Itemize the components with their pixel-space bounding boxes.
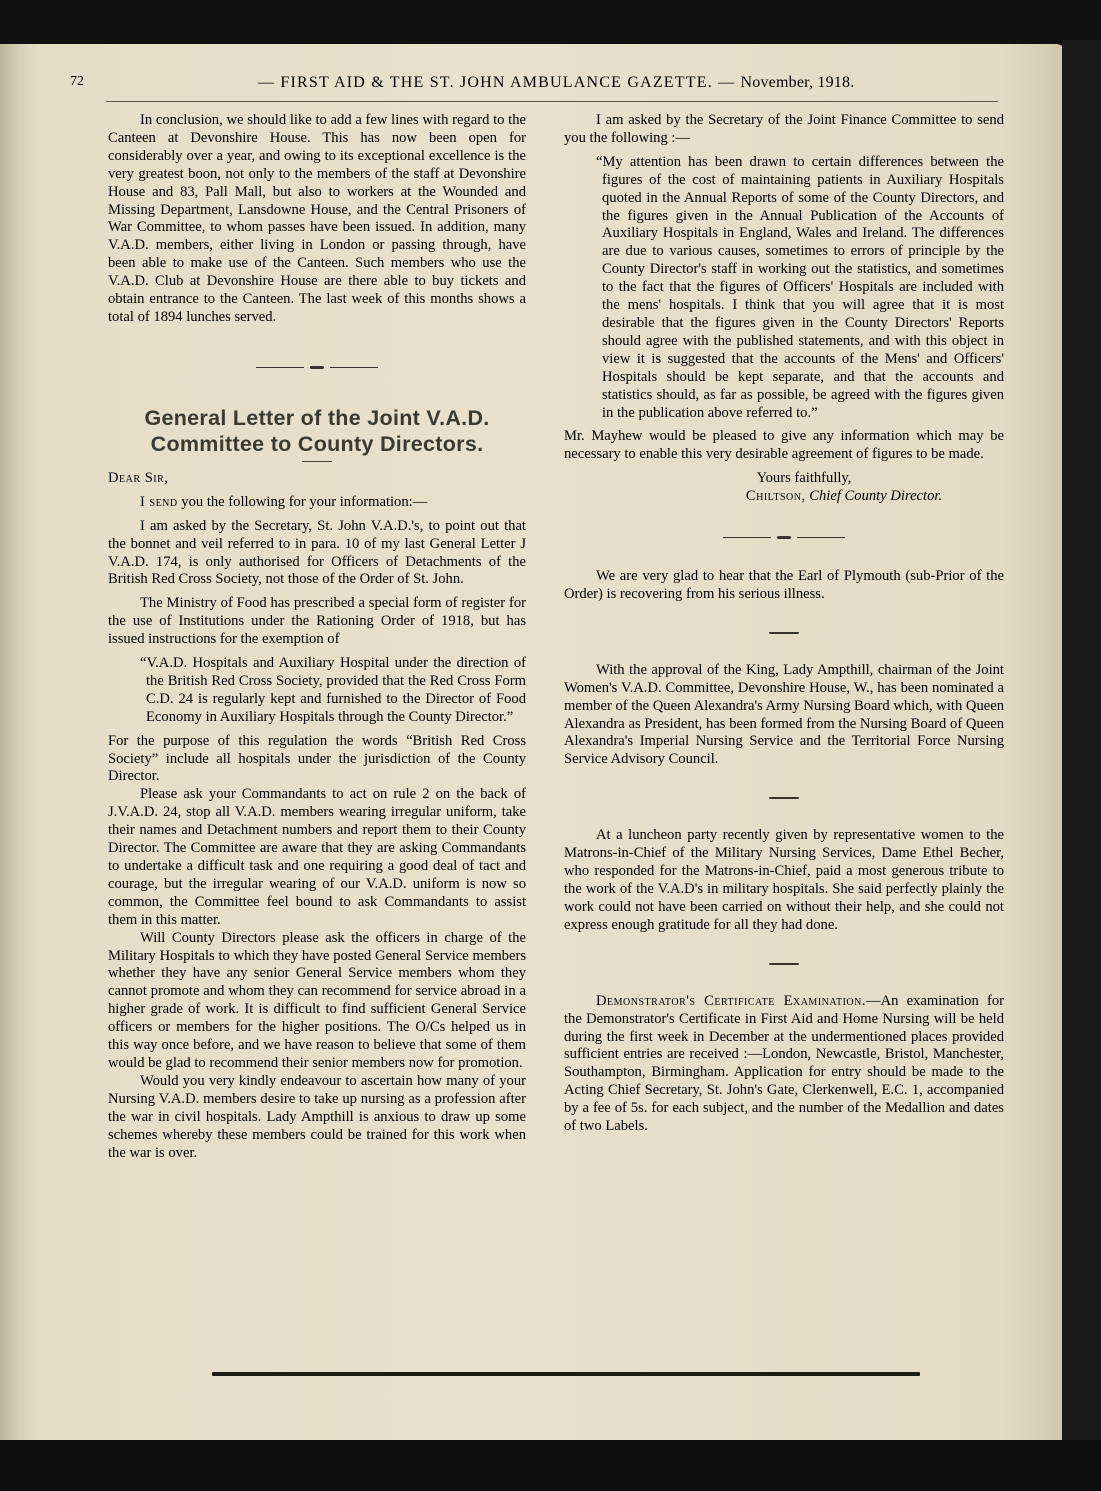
regulation-paragraph: For the purpose of this regulation the words “British Red Cross Society” include all hospitals under the jurisdiction of the County Director. [108,732,526,785]
nursing-profession-paragraph: Would you very kindly endeavour to ascertain how many of your Nursing V.A.D. members desire to take up nursing as a profession after the war in civil hospitals. Lady Ampthill is anxious to draw up some schemes whereby these members could be trained for this work when the war is over. [108,1072,526,1161]
intro-rest: you the following for your information:— [177,493,428,510]
mayhew-paragraph: Mr. Mayhew would be pleased to give any information which may be necessary to enable this very desirable agreement of figures to be made. [564,428,1004,463]
intro-small-caps: I send [140,493,178,510]
small-divider [564,789,1004,807]
right-column [564,112,1004,1136]
section-divider-ornament [108,357,526,379]
scan-right-edge [1062,40,1101,1450]
letter-heading: General Letter of the Joint V.A.D. Committee to County Directors. [144,405,490,456]
exam-paragraph [564,993,1004,1136]
scan-bottom-edge [0,1440,1101,1491]
lady-ampthill-paragraph: With the approval of the King, Lady Ampthill, chairman of the Joint Women's V.A.D. Committee, Devonshire House, W., has been nominated a member of the Queen Alexandra's Army Nursing Board which, with Queen Alexandra as President, has been formed from the Nursing Board of Queen Alexandra's Imperial Nursing Service and the Territorial Force Nursing Service Advisory Council. [564,661,1004,768]
issue-date: November, 1918. [740,74,855,91]
vad-hospitals-quote: “V.A.D. Hospitals and Auxiliary Hospital under the direction of the British Red Cross Society, provided that the Red Cross Form C.D. 24 is regularly kept and furnished to the Director of Food Economy in Auxiliary Hospitals through the County Director.” [140,655,526,725]
running-header [70,74,1010,96]
page-bottom-rule [212,1372,920,1376]
finance-quote: “My attention has been drawn to certain differences between the figures of the cost of maintaining patients in Auxiliary Hospitals quoted in the Annual Reports of some of the County Directors, and the figures given in the Annual Publication of the Accounts of Auxiliary Hospitals in England, Wales and Ireland. The differences are due to various causes, sometimes to errors of principle by the County Director's staff in working out the statistics, and sometimes to the fact that the figures of Officers' Hospitals are included with the mens' hospitals. I think that you will agree that it is most desirable that the figures given in the County Directors' Reports should agree with the published statements, and with this object in view it is suggested that the accounts of the Mens' and Officers' Hospitals should be kept separate, and that the accounts and statistics should, as far as possible, be agreed with the figures given in the publication above referred to.” [596,153,1004,421]
page-number: 72 [70,74,84,89]
earl-plymouth-paragraph: We are very glad to hear that the Earl of Plymouth (sub-Prior of the Order) is recovering from his serious illness. [564,568,1004,602]
ministry-food-paragraph: The Ministry of Food has prescribed a special form of register for the use of Institutions under the Rationing Order of 1918, but has issued instructions for the exemption of [108,595,526,648]
exam-body: —An examination for the Demonstrator's Certificate in First Aid and Home Nursing will be held during the first week in December at the undermentioned places provided sufficient entries are received :—London, Newcastle, Bristol, Manchester, Southampton, Birmingham. Application for entry should be made to the Acting Chief Secretary, St. John's Gate, Clerkenwell, E.C. 1, accompanied by a fee of 5s. for each subject, and the number of the Medallion and dates of two Labels. [564,992,1004,1135]
canteen-paragraph: In conclusion, we should like to add a few lines with regard to the Canteen at Devonshire House. This has now been open for considerably over a year, and owing to its exceptional excellence is the very greatest boon, not only to the members of the staff at Devonshire House and 83, Pall Mall, but also to workers at the Wounded and Missing Department, Lansdowne House, and the Central Prisoners of War Committee, to whom passes have been issued. In addition, many V.A.D. members, either living in London or passing through, have been able to make use of the Canteen. Such members who use the V.A.D. Club at Devonshire House are there able to buy tickets and obtain entrance to the Canteen. The last week of this months shows a total of 1894 lunches served. [108,112,526,325]
finance-committee-paragraph: I am asked by the Secretary of the Joint Finance Committee to send you the following :— [564,112,1004,146]
small-divider [564,955,1004,973]
luncheon-paragraph: At a luncheon party recently given by representative women to the Matrons-in-Chief of the Military Nursing Services, Dame Ethel Becher, who responded for the Matrons-in-Chief, paid a most generous tribute to the work of the V.A.D's in military hospitals. She said perfectly plainly the work could not have been carried on without their help, and she could not express enough gratitude for all they had done. [564,827,1004,933]
heading-rule [302,461,332,462]
intro-paragraph [108,494,526,512]
divider-ornament [564,526,1004,548]
header-title [258,74,854,92]
exam-title: Demonstrator's Certificate Examination. [596,992,867,1009]
header-rule [106,101,998,102]
left-column [108,112,526,1162]
closing-line: Yours faithfully, [756,470,852,487]
small-divider [564,624,1004,642]
uniform-paragraph: Please ask your Commandants to act on rule 2 on the back of J.V.A.D. 24, stop all V.A.D. members wearing irregular uniform, take their names and Detachment numbers and report them to their County Director. The Committee are aware that they are asking Commandants to undertake a difficult task and one requiring a good deal of tact and courage, but the irregular wearing of our V.A.D. uniform is now so common, the Committee feel bound to ask Commandants to assist them in this matter. [108,786,526,928]
general-service-paragraph: Will County Directors please ask the officers in charge of the Military Hospitals to which they have posted General Service members whether they have any senior General Service members whom they cannot promote and whom they can recommend for service abroad in a higher grade of work. It is difficult to find sufficient General Service officers or members for the higher positions. The O/Cs helped us in this way once before, and we have reason to believe that some of them would be glad to recommend their senior members now for promotion. [108,929,526,1071]
publication-title: — FIRST AID & THE ST. JOHN AMBULANCE GAZETTE. — [258,74,736,91]
signature [564,488,1004,506]
bonnet-veil-paragraph: I am asked by the Secretary, St. John V.A.D.'s, to point out that the bonnet and veil referred to in para. 10 of my last General Letter J V.A.D. 174, is only authorised for Officers of Detachments of the British Red Cross Society, not those of the Order of St. John. [108,517,526,588]
signature-title: Chief County Director. [809,488,943,505]
salutation: Dear Sir, [108,469,169,486]
signature-name: Chiltson, [745,488,806,505]
